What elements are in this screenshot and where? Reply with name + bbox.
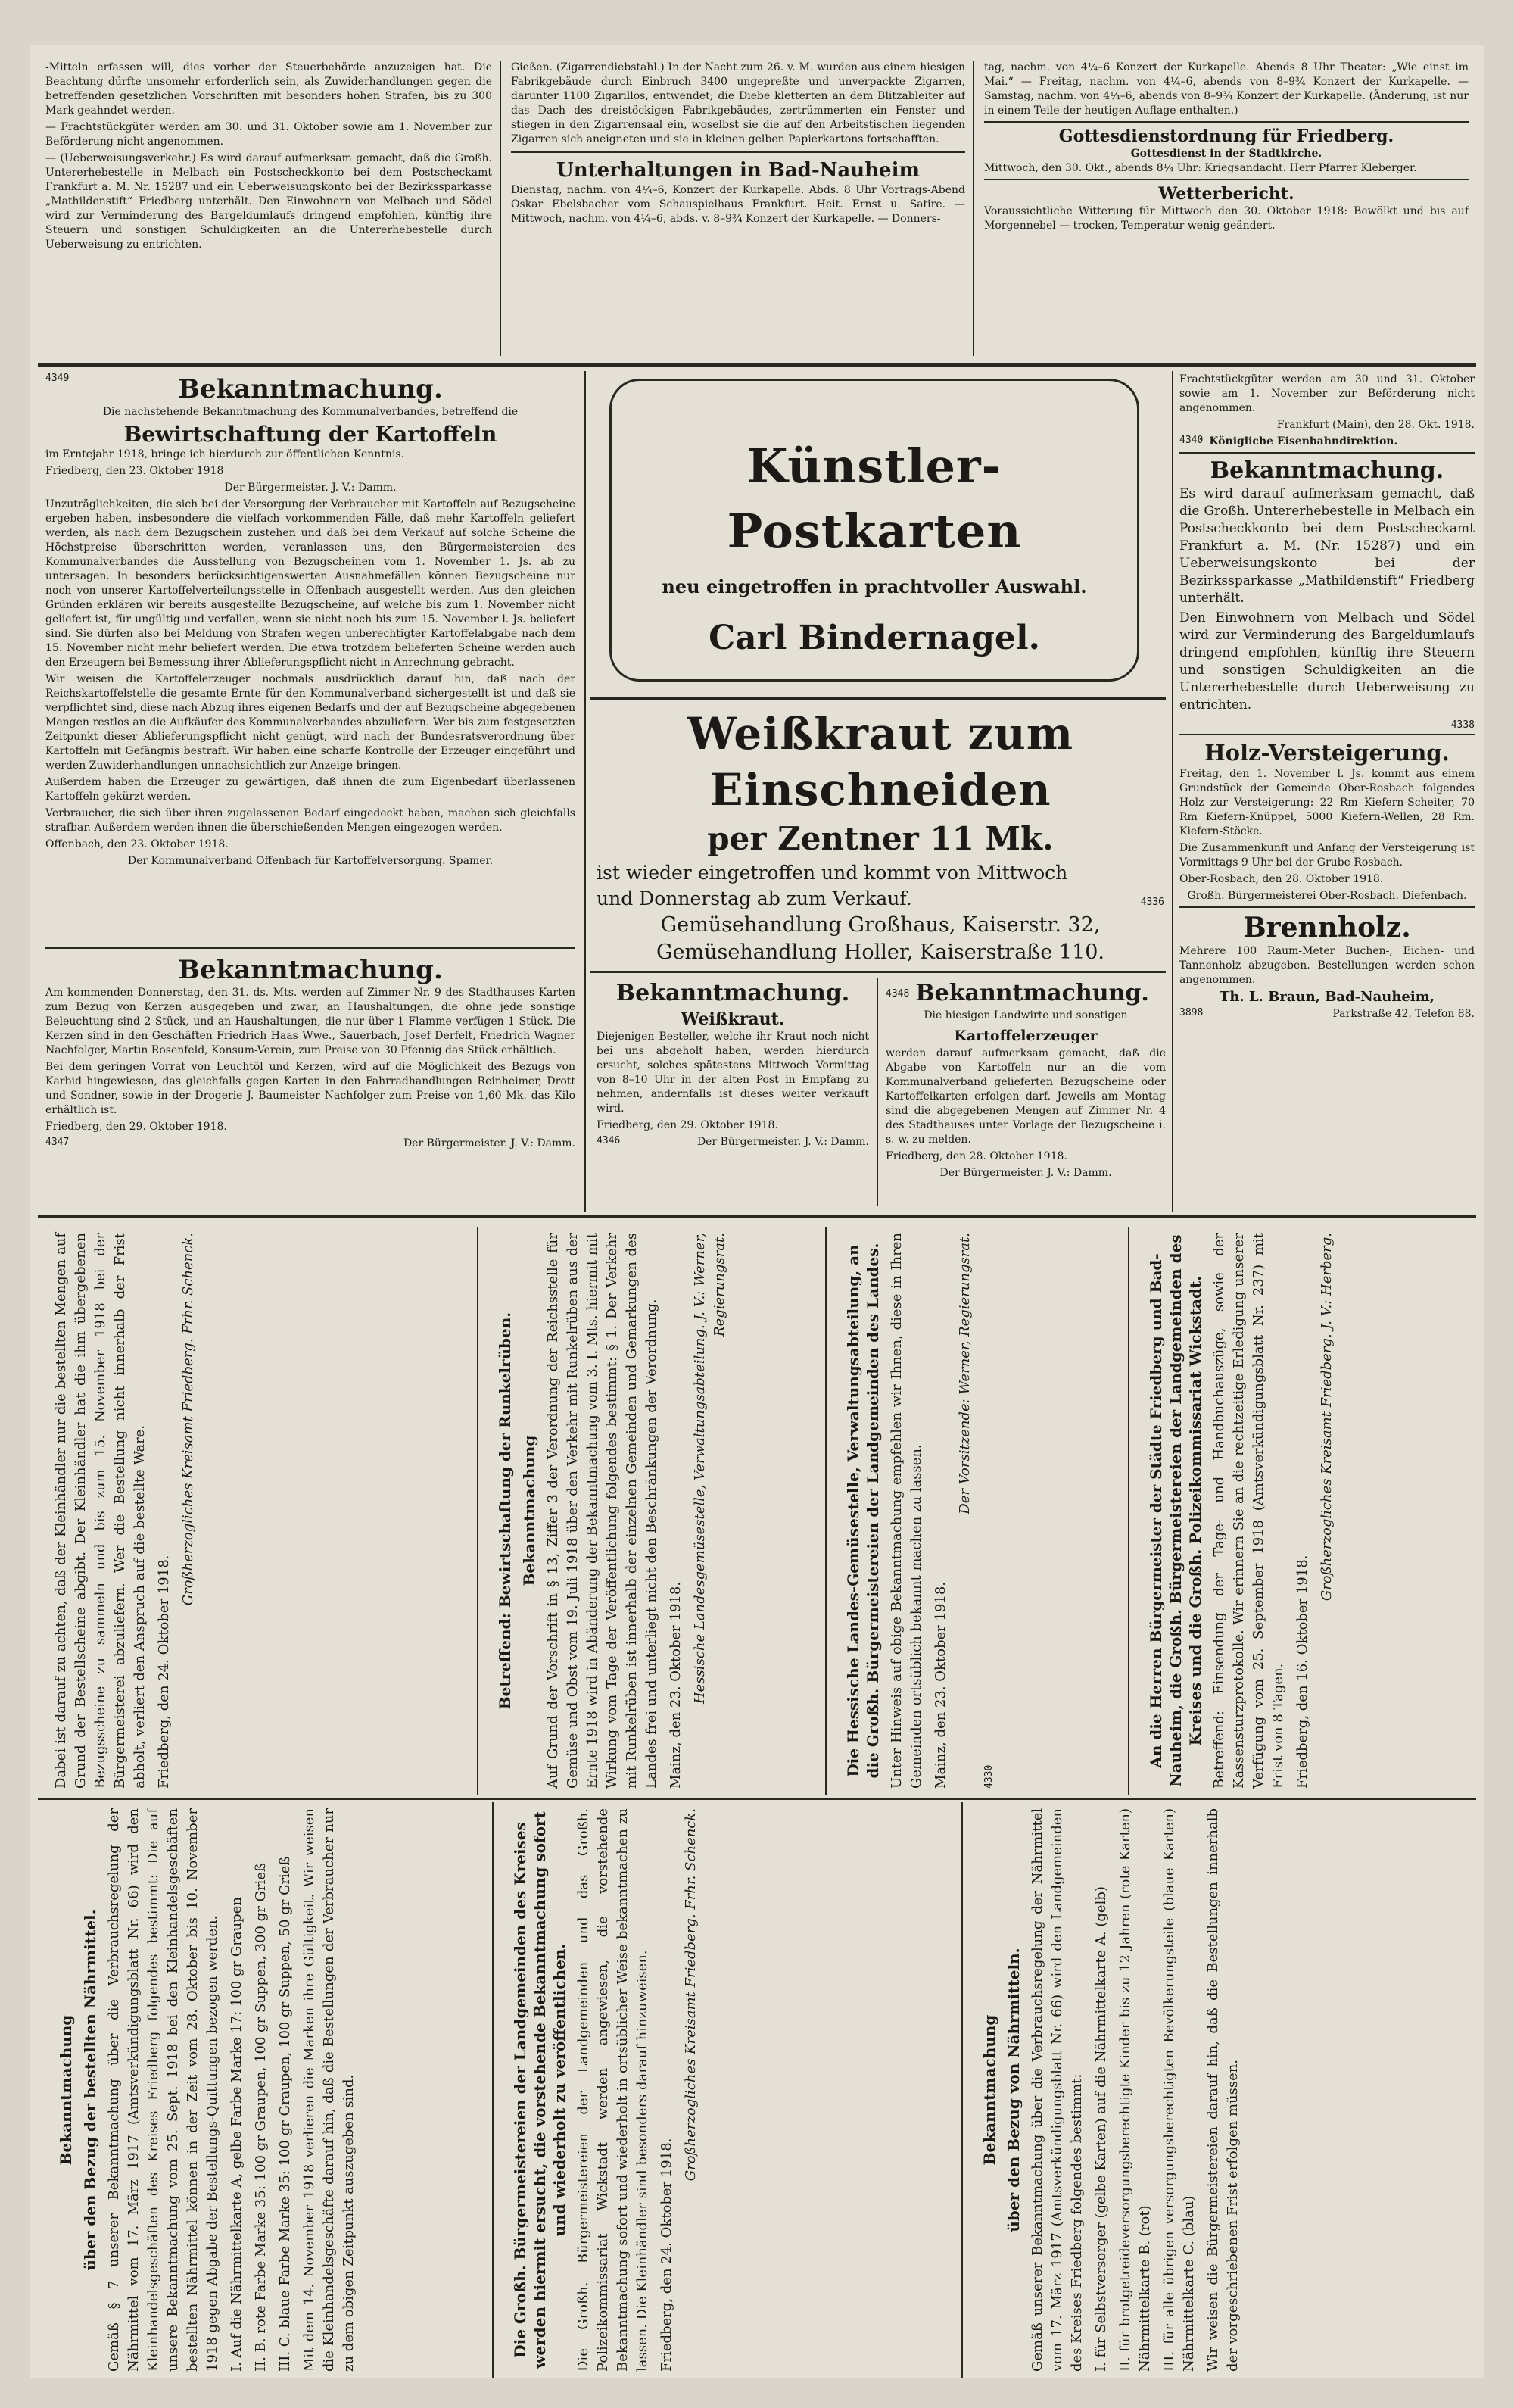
vegetable-body: Unter Hinweis auf obige Bekanntmachung empfehlen wir Ihnen, diese in Ihren Gemeinden ortsüblich bekannt machen zu lassen. (889, 1233, 924, 1789)
ad-price: per Zentner 11 Mk. (707, 820, 1054, 857)
top-col-3 (984, 61, 1469, 356)
notice-body-1: Unzuträglichkeiten, die sich bei der Versorgung der Verbraucher mit Kartoffeln auf Bezugscheine ergeben haben, insbesondere die vielfach vorkommenden Fälle, daß mehr Kartoffeln geliefert werden, als nach dem Bezugschein zustehen und daß bei dem Verkauf auf solche Scheine die Höchstpreise überschritten werden, veranlassen uns, den Bürgermeistereien des Kommunalverbandes die Ausstellung von Bezugscheinen vom 1. November 1. Js. ab zu untersagen. In besonders berücksichtigenswerten Ausnahmefällen können Bezugscheine nur noch von unserer Kartoffelverteilungsstelle in Offenbach ausgestellt werden. Aus den gleichen Gründen erklären wir bereits ausgestellte Bezugscheine, auf welche bis zum 1. November nicht geliefert ist, für ungültig und verfallen, wenn sie nicht noch bis zum 15. November l. Js. beliefert sind. Sie dürfen also bei Meldung von Strafen wegen unberechtigter Kartoffelabgabe nach dem 15. November nicht mehr beliefert werden. Die etwa trotzdem belieferten Scheine werden auch den Erzeugern bei Bemessung ihrer Ablieferungspflicht nicht in Anrechnung gebracht. (45, 498, 575, 669)
ad-business-name: Carl Bindernagel. (709, 619, 1040, 657)
county-body: Die Großh. Bürgermeistereien der Landgemeinden und das Großh. Polizeikommissariat Wickstadt werden angewiesen, die vorstehende Bekanntmachung sofort und wiederholt in ortsüblicher Weise bekanntmachen zu lassen. Die Kleinhändler sind besonders darauf hinzuweisen. (575, 1808, 650, 2372)
notice-subtitle: Weißkraut. (681, 1009, 785, 1029)
top-col1-para-2: — Frachtstückgüter werden am 30. und 31. Oktober sowie am 1. November zur Beförderung nicht angenommen. (45, 121, 492, 148)
wood-auction-sign: Großh. Bürgermeisterei Ober-Rosbach. Diefenbach. (1187, 890, 1467, 902)
column-divider (877, 978, 878, 1206)
notice-candles (45, 954, 575, 1204)
notice-place: Friedberg, den 28. Oktober 1918. (886, 1150, 1067, 1162)
notice-sign: Der Bürgermeister. J. V.: Damm. (696, 1136, 869, 1148)
rotated-beet-notice (484, 1227, 818, 1795)
nutrition-c-body-2: Wir weisen die Bürgermeistereien darauf hin, daß die Bestellungen innerhalb der vorgeschriebenen Frist erfolgen müssen. (1205, 1808, 1241, 2372)
firewood-body: Mehrere 100 Raum-Meter Buchen-, Eichen- und Tannenholz abzugeben. Bestellungen werden schon angenommen. (1179, 945, 1475, 986)
county-sign: Großherzogliches Kreisamt Friedberg. Frhr. Schenck. (683, 1808, 699, 2182)
notice-title: Bekanntmachung. (178, 955, 443, 985)
notice-number: 4346 (597, 1135, 621, 1146)
rotated-mayors-notice (1136, 1227, 1469, 1795)
beet-sub: Bekanntmachung (520, 1435, 538, 1586)
beet-place: Mainz, den 23. Oktober 1918. (668, 1581, 684, 1789)
nutrition-c-body: Gemäß unserer Bekanntmachung über die Verbrauchsregelung der Nährmittel vom 17. März 1917 (Amtsverkündigungsblatt Nr. 66) wird den Landgemeinden des Kreises Friedberg folgendes bestimmt: (1030, 1808, 1085, 2372)
nutrition-a-body: Gemäß § 7 unserer Bekanntmachung über die Verbrauchsregelung der Nährmittel vom 17. März 1917 (Amtsverkündigungsblatt Nr. 66) wird den Kleinhandelsgeschäften des Kreises Friedberg folgendes bestimmt: Die auf unsere Bekanntmachung vom 25. Sept. 1918 bei den Kleinhandelsgeschäften bestellten Nährmittel können in der Zeit vom 28. Oktober bis 10. November 1918 gegen Abgabe der Bestellungs-Quittungen bezogen werden. (106, 1808, 220, 2372)
notice-cabbage (597, 978, 869, 1206)
nutrition-body: Dabei ist darauf zu achten, daß der Kleinhändler nur die bestellten Mengen auf Grund der Bestellscheine abgibt. Der Kleinhändler hat die ihm übergebenen Bezugsscheine zu sammeln und bis zum 15. November 1918 bei der Bürgermeisterei abzuliefern. Wer die Bestellung nicht innerhalb der Frist abholt, verliert den Anspruch auf die bestellte Ware. (53, 1233, 148, 1789)
top-col1-para-3: — (Ueberweisungsverkehr.) Es wird darauf aufmerksam gemacht, daß die Großh. Untererhebestelle in Melbach ein Postscheckkonto bei dem Postscheckamt Frankfurt a. M. Nr. 15287 und ein Ueberweisungskonto bei der Bezirkssparkasse „Mathildenstift“ Friedberg unterhält. Den Einwohnern von Melbach und Södel wird zur Verminderung des Bargeldumlaufs dringend empfohlen, künftig ihre Steuern und sonstigen Schuldigkeiten an die Untererhebestelle durch Ueberweisung zu entrichten. (45, 152, 492, 251)
column-divider (973, 61, 974, 356)
ad-line-4: Gemüsehandlung Holler, Kaiserstraße 110. (656, 940, 1105, 963)
mayors-title: An die Herren Bürgermeister der Städte Friedberg und Bad-Nauheim, die Großh. Bürgermeistereien der Landgemeinden des Kreises und die Großh. Polizeikommissariat Wickstadt. (1147, 1234, 1204, 1787)
firewood-address: Parkstraße 42, Telefon 88. (1332, 1008, 1475, 1020)
church-service-sub: Gottesdienst in der Stadtkirche. (1130, 148, 1322, 160)
top-col1-para-1: -Mitteln erfassen will, dies vorher der Steuerbehörde anzuzeigen hat. Die Beachtung dürfte unsomehr erforderlich sein, als Zuwiderhandlungen gegen die betreffenden gesetzlichen Vorschriften mit besonders hohen Strafen, bis zu 300 Mark geahndet werden. (45, 61, 492, 117)
ad-line-3: Gemüsehandlung Großhaus, Kaiserstr. 32, (660, 913, 1101, 937)
section-rule (38, 1798, 1476, 1800)
top-col-2 (511, 61, 965, 356)
notice-body: werden darauf aufmerksam gemacht, daß die Abgabe von Kartoffeln nur an die vom Kommunalverband gelieferten Bezugscheine oder Kartoffelkarten erfolgen darf. Jeweils am Montag sind die abgegebenen Mengen auf Zimmer Nr. 4 des Stadthauses unter Vorlage der Bezugscheine i. s. w. zu melden. (886, 1047, 1166, 1146)
notice-subtitle: Kartoffelerzeuger (954, 1028, 1098, 1044)
column-divider (584, 371, 586, 1212)
notice-potatoes (45, 373, 575, 940)
ad-line-1: ist wieder eingetroffen und kommt von Mittwoch (597, 862, 1068, 884)
vegetable-sign: Der Vorsitzende: Werner, Regierungsrat. (957, 1233, 973, 1514)
column-divider (961, 1802, 963, 2378)
wood-auction-body-2: Die Zusammenkunft und Anfang der Versteigerung ist Vormittags 9 Uhr bei der Grube Rosbach. (1179, 842, 1475, 869)
notice-body-2: Wir weisen die Kartoffelerzeuger nochmals ausdrücklich darauf hin, daß nach der Reichskartoffelstelle die gesamte Ernte für den Kommunalverband sichergestellt ist und daß sie verpflichtet sind, diese nach Abzug ihres eigenen Bedarfs und der auf Bezugscheine abgegebenen Mengen restlos an die Aufkäufer des Kommunalverbandes abzuliefern. Wer bis zum festgesetzten Zeitpunkt dieser Ablieferungspflicht nicht genügt, wird nach der Bundesratsverordnung über Kartoffeln mit Gefängnis bestraft. Wir haben eine scharfe Kontrolle der Erzeuger eingeführt und werden Zuwiderhandlungen unnachsichtlich zur Anzeige bringen. (45, 673, 575, 772)
nutrition-a-item-3: III. C. blaue Farbe Marke 35: 100 gr Graupen, 100 gr Suppen, 50 gr Grieß (277, 1856, 293, 2372)
right-column (1179, 373, 1475, 1206)
divider (984, 121, 1469, 123)
nutrition-place: Friedberg, den 24. Oktober 1918. (156, 1555, 172, 1789)
ad-subtitle: neu eingetroffen in prachtvoller Auswahl. (662, 575, 1087, 597)
notice-body-4: Verbraucher, die sich über ihren zugelassenen Bedarf eingedeckt haben, machen sich gleichfalls strafbar. Außerdem werden ihnen die überschießenden Mengen eingezogen werden. (45, 807, 575, 834)
transfer-notice-number: 4338 (1450, 719, 1475, 731)
notice-subtitle: Bewirtschaftung der Kartoffeln (123, 422, 497, 447)
divider (984, 179, 1469, 180)
wood-auction-body: Freitag, den 1. November l. Js. kommt aus einem Grundstück der Gemeinde Ober-Rosbach folgendes Holz zur Versteigerung: 22 Rm Kiefern-Scheiter, 70 Rm Kiefern-Knüppel, 5000 Kiefern-Wellen, 28 Rm. Kiefern-Stöcke. (1179, 768, 1475, 837)
divider (1179, 906, 1475, 908)
section-rule (38, 1215, 1476, 1218)
notice-potato-growers (886, 978, 1166, 1206)
notice-sign: Der Bürgermeister. J. V.: Damm. (403, 1137, 575, 1149)
transfer-notice-title: Bekanntmachung. (1210, 457, 1444, 484)
notice-place: Friedberg, den 29. Oktober 1918. (597, 1119, 778, 1131)
vegetable-title: Die Hessische Landes-Gemüsestelle, Verwaltungsabteilung, an die Großh. Bürgermeistereien der Landgemeinden des Landes. (844, 1243, 882, 1779)
rotated-nutrition-notice-c (969, 1802, 1469, 2378)
notice-body-3: Außerdem haben die Erzeuger zu gewärtigen, daß ihnen die zum Eigenbedarf überlassenen Kartoffeln gekürzt werden. (45, 776, 575, 803)
entertainment-heading: Unterhaltungen in Bad-Nauheim (556, 159, 920, 182)
county-title: Die Großh. Bürgermeistereien der Landgemeinden des Kreises werden hiermit ersucht, die vorstehende Bekanntmachung sofort und wiederholt zu veröffentlichen. (511, 1811, 569, 2369)
column-divider (492, 1802, 494, 2378)
firewood-number: 3898 (1179, 1007, 1204, 1018)
column-divider (825, 1227, 827, 1795)
weather-body: Voraussichtliche Witterung für Mittwoch den 30. Oktober 1918: Bewölkt und bis auf Morgennebel — trocken, Temperatur wenig geändert. (984, 205, 1469, 232)
notice-intro-2: im Erntejahr 1918, bringe ich hierdurch zur öffentlichen Kenntnis. (45, 448, 405, 460)
notice-body: Am kommenden Donnerstag, den 31. ds. Mts. werden auf Zimmer Nr. 9 des Stadthauses Karten zum Bezug von Kerzen ausgegeben und zwar, an Haushaltungen, die ohne jede sonstige Beleuchtung sind 2 Stück, und an Haushaltungen, die nur über 1 Flamme verfügen 1 Stück. Die Kerzen sind in den Geschäften Friedrich Haas Wwe., Sauerbach, Josef Derfelt, Friedrich Wagner Nachfolger, Martin Rosenfeld, Konsum-Verein, zum Preise von 30 Pfennig das Stück erhältlich. (45, 987, 575, 1056)
rotated-nutrition-notice-a (45, 1802, 484, 2378)
county-place: Friedberg, den 24. Oktober 1918. (659, 2138, 674, 2372)
ad-cabbage (597, 706, 1164, 963)
ad-title: Weißkraut zum Einschneiden (687, 708, 1074, 816)
top-col-1 (45, 61, 492, 348)
wood-auction-place: Ober-Rosbach, den 28. Oktober 1918. (1179, 873, 1384, 885)
notice-place-2: Offenbach, den 23. Oktober 1918. (45, 838, 229, 850)
ad-number: 4336 (1140, 897, 1164, 908)
section-rule (590, 971, 1166, 973)
notice-intro: Die hiesigen Landwirte und sonstigen (924, 1009, 1128, 1022)
entertainment-body: Dienstag, nachm. von 4¼–6, Konzert der Kurkapelle. Abds. 8 Uhr Vortrags-Abend Oskar Ebelsbacher vom Schauspielhaus Frankfurt. Heit. Ernst u. Satire. — Mittwoch, nachm. von 4¼–6, abds. v. 8–9¾ Konzert der Kurkapelle. — Donners- (511, 184, 965, 225)
divider (1179, 452, 1475, 454)
nutrition-c-sub: über den Bezug von Nährmitteln. (1005, 1948, 1023, 2232)
firewood-title: Brennholz. (1243, 912, 1411, 944)
freight-notice: Frachtstückgüter werden am 30 und 31. Oktober sowie am 1. November zur Beförderung nicht angenommen. (1179, 373, 1475, 414)
beet-title: Betreffend: Bewirtschaftung der Runkelrüben. (496, 1312, 514, 1710)
nutrition-a-item-2: II. B. rote Farbe Marke 35: 100 gr Graupen, 100 gr Suppen, 300 gr Grieß (253, 1863, 269, 2372)
notice-title: Bekanntmachung. (915, 980, 1149, 1006)
notice-title: Bekanntmachung. (615, 980, 850, 1006)
section-rule (590, 697, 1166, 700)
notice-number: 4348 (886, 987, 910, 1000)
notice-title: Bekanntmachung. (178, 374, 443, 404)
rotated-county-notice (500, 1802, 954, 2378)
freight-sign: Königliche Eisenbahndirektion. (1209, 435, 1398, 448)
freight-place: Frankfurt (Main), den 28. Okt. 1918. (1276, 419, 1475, 431)
church-service-heading: Gottesdienstordnung für Friedberg. (1058, 126, 1394, 146)
ad-title: Künstler-Postkarten (727, 438, 1022, 559)
nutrition-c-title: Bekanntmachung (980, 2014, 998, 2166)
nutrition-c-item-3: III. für alle übrigen versorgungsberechtigten Bevölkerungsteile (blaue Karten) Nährmittelkarte C. (blau) (1161, 1808, 1197, 2372)
column-divider (477, 1227, 478, 1795)
column-divider (1128, 1227, 1129, 1795)
divider (1179, 734, 1475, 735)
vegetable-number: 4330 (983, 1764, 995, 1789)
column-divider (500, 61, 501, 356)
beet-sign: Hessische Landesgemüsestelle, Verwaltungsabteilung. J. V.: Werner, Regierungsrat. (692, 1233, 727, 1705)
nutrition-a-sub: über den Bezug der bestellten Nährmittel. (81, 1909, 99, 2271)
nutrition-a-body-2: Mit dem 14. November 1918 verlieren die Marken ihre Gültigkeit. Wir weisen die Kleinhandelsgeschäfte darauf hin, daß die Bestellungen der Verbraucher nur zu dem obigen Zeitpunkt auszugeben sind. (301, 1808, 357, 2372)
theft-report: Gießen. (Zigarrendiebstahl.) In der Nacht zum 26. v. M. wurden aus einem hiesigen Fabrikgebäude durch Einbruch 3400 ungepreßte und unverpackte Zigarren, darunter 1100 Zigarillos, entwendet; die Diebe kletterten an dem Blitzableiter auf das Dach des dreistöckigen Fabrikgebäudes, zertrümmerten ein Fenster und stiegen in den Zigarrensaal ein, woselbst sie die auf den Arbeitstischen liegenden Zigarren sich aneigneten und sie in kleinen gelben Papierkartons fortschafften. (511, 61, 965, 145)
notice-number: 4347 (45, 1137, 70, 1148)
newspaper-page (30, 45, 1484, 2378)
section-rule (38, 363, 1476, 367)
transfer-notice-body-2: Den Einwohnern von Melbach und Södel wird zur Verminderung des Bargeldumlaufs dringend empfohlen, künftig ihre Steuern und sonstigen Schuldigkeiten an die Untererhebestelle durch Ueberweisung zu entrichten. (1179, 610, 1475, 713)
section-rule (45, 947, 575, 949)
freight-number: 4340 (1179, 435, 1204, 446)
notice-number: 4349 (45, 373, 70, 384)
ad-postcards (609, 379, 1139, 682)
mayors-body: Betreffend: Einsendung der Tage- und Handbuchauszüge, sowie der Kassensturzprotokolle. Wir erinnern Sie an die rechtzeitige Erledigung unserer Verfügung vom 25. September 1918 (Amtsverkündigungsblatt Nr. 237) mit Frist von 8 Tagen. (1211, 1233, 1286, 1789)
notice-sign: Der Bürgermeister. J. V.: Damm. (224, 482, 397, 494)
transfer-notice-body: Es wird darauf aufmerksam gemacht, daß die Großh. Untererhebestelle in Melbach ein Postscheckkonto bei dem Postscheckamt Frankfurt a. M. (Nr. 15287) und ein Ueberweisungskonto bei der Bezirkssparkasse „Mathildenstift“ Friedberg unterhält. (1179, 486, 1475, 606)
nutrition-c-item-1: I. für Selbstversorger (gelbe Karten) auf die Nährmittelkarte A. (gelb) (1093, 1886, 1109, 2372)
notice-place: Friedberg, den 23. Oktober 1918 (45, 465, 224, 477)
nutrition-c-item-2: II. für brotgetreideversorgungsberechtigte Kinder bis zu 12 Jahren (rote Karten) Nährmittelkarte B. (rot) (1117, 1808, 1153, 2372)
notice-intro: Die nachstehende Bekanntmachung des Kommunalverbandes, betreffend die (102, 406, 519, 418)
beet-body: Auf Grund der Vorschrift in § 13, Ziffer 3 der Verordnung der Reichsstelle für Gemüse und Obst vom 19. Juli 1918 über den Verkehr mit Runkelrüben aus der Ernte 1918 wird in Abänderung der Bekanntmachung vom 3. I. Mts. hiermit mit Wirkung vom Tage der Veröffentlichung folgendes bestimmt: § 1. Der Verkehr mit Runkelrüben ist innerhalb der einzelnen Gemeinden und Gemarkungen des Landes frei und unterliegt nicht den Beschränkungen der Verordnung. (545, 1233, 659, 1789)
nutrition-sign: Großherzogliches Kreisamt Friedberg. Frhr. Schenck. (180, 1233, 196, 1606)
weather-heading: Wetterbericht. (1158, 184, 1294, 204)
mayors-sign: Großherzogliches Kreisamt Friedberg. J. V.: Herberg. (1319, 1233, 1335, 1602)
firewood-name: Th. L. Braun, Bad-Nauheim, (1219, 989, 1435, 1005)
mayors-place: Friedberg, den 16. Oktober 1918. (1294, 1555, 1310, 1789)
notice-sign-2: Der Kommunalverband Offenbach für Kartoffelversorgung. Spamer. (127, 855, 494, 867)
notice-body-2: Bei dem geringen Vorrat von Leuchtöl und Kerzen, wird auf die Möglichkeit des Bezugs von Karbid hingewiesen, das gleichfalls gegen Karten in den Fahrradhandlungen Reinheimer, Drott und Sondner, sowie in der Drogerie J. Baumeister Nachfolger zum Preise von 1,60 Mk. das Kilo erhältlich ist. (45, 1061, 575, 1116)
rotated-nutrition-notice-b (45, 1227, 469, 1795)
notice-body: Diejenigen Besteller, welche ihr Kraut noch nicht bei uns abgeholt haben, werden hierdurch ersucht, solches spätestens Mittwoch Vormittag von 8–10 Uhr in der alten Post in Empfang zu nehmen, andernfalls ist dieses weiter verkauft wird. (597, 1031, 869, 1115)
divider (511, 151, 965, 153)
column-divider (1172, 371, 1173, 1212)
ad-line-2: und Donnerstag ab zum Verkauf. (597, 887, 912, 909)
nutrition-a-item-1: I. Auf die Nährmittelkarte A, gelbe Farbe Marke 17: 100 gr Graupen (229, 1897, 245, 2372)
wood-auction-title: Holz-Versteigerung. (1204, 740, 1450, 766)
nutrition-a-title: Bekanntmachung (57, 2014, 75, 2166)
church-service-body: Mittwoch, den 30. Okt., abends 8¼ Uhr: Kriegsandacht. Herr Pfarrer Kleberger. (984, 162, 1417, 174)
concert-schedule: tag, nachm. von 4¼–6 Konzert der Kurkapelle. Abends 8 Uhr Theater: „Wie einst im Mai.“ — Freitag, nachm. von 4¼–6, abends von 8–9¾ Konzert der Kurkapelle. — Samstag, nachm. von 4¼–6, abends von 8–9¾ Konzert der Kurkapelle. (Änderung, ist nur in einem Teile der heutigen Auflage enthalten.) (984, 61, 1469, 117)
vegetable-place: Mainz, den 23. Oktober 1918. (933, 1581, 949, 1789)
notice-place: Friedberg, den 29. Oktober 1918. (45, 1121, 227, 1133)
notice-sign: Der Bürgermeister. J. V.: Damm. (939, 1167, 1112, 1179)
rotated-vegetable-office (833, 1227, 1120, 1795)
